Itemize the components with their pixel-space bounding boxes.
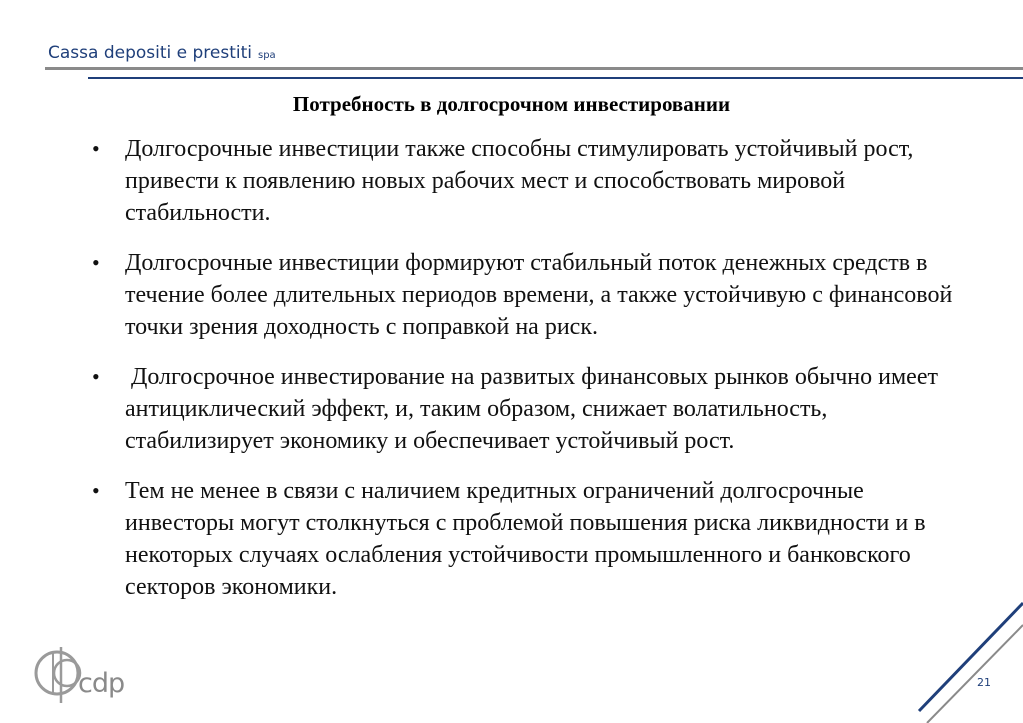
company-suffix: spa [258, 50, 276, 61]
bullet-item [88, 247, 978, 343]
slide-title: Потребность в долгосрочном инвестировании [292, 92, 731, 116]
company-name [48, 43, 276, 63]
header-divider-gray [45, 67, 1023, 70]
cdp-logo-text: cdp [78, 668, 125, 699]
bullet-item [88, 475, 978, 603]
decorative-diagonal-lines [913, 583, 1023, 723]
page-number: 21 [977, 676, 991, 689]
header-divider-blue [88, 77, 1023, 79]
bullet-icon: • [92, 250, 100, 275]
bullet-item [88, 133, 978, 229]
bullet-item [88, 361, 978, 457]
bullet-text: Тем не менее в связи с наличием кредитных ограничений долгосрочные инвесторы могут столкнуться с проблемой повышения риска ликвидности и в некоторых случаях ослабления устойчивости промышленного и банковского секторов экономики. [125, 478, 926, 600]
company-name-text: Cassa depositi e prestiti [48, 43, 252, 63]
bullet-icon: • [92, 136, 100, 161]
bullet-icon: • [92, 478, 100, 503]
bullet-list [88, 133, 978, 621]
bullet-text: Долгосрочные инвестиции также способны стимулировать устойчивый рост, привести к появлению новых рабочих мест и способствовать мировой стабильности. [125, 136, 914, 226]
bullet-icon: • [92, 364, 100, 389]
bullet-text: Долгосрочное инвестирование на развитых финансовых рынков обычно имеет антициклический эффект, и, таким образом, снижает волатильность, стабилизирует экономику и обеспечивает устойчивый рост. [125, 364, 944, 454]
bullet-text: Долгосрочные инвестиции формируют стабильный поток денежных средств в течение более длительных периодов времени, а также устойчивую с финансовой точки зрения доходность с поправкой на риск. [125, 250, 953, 340]
